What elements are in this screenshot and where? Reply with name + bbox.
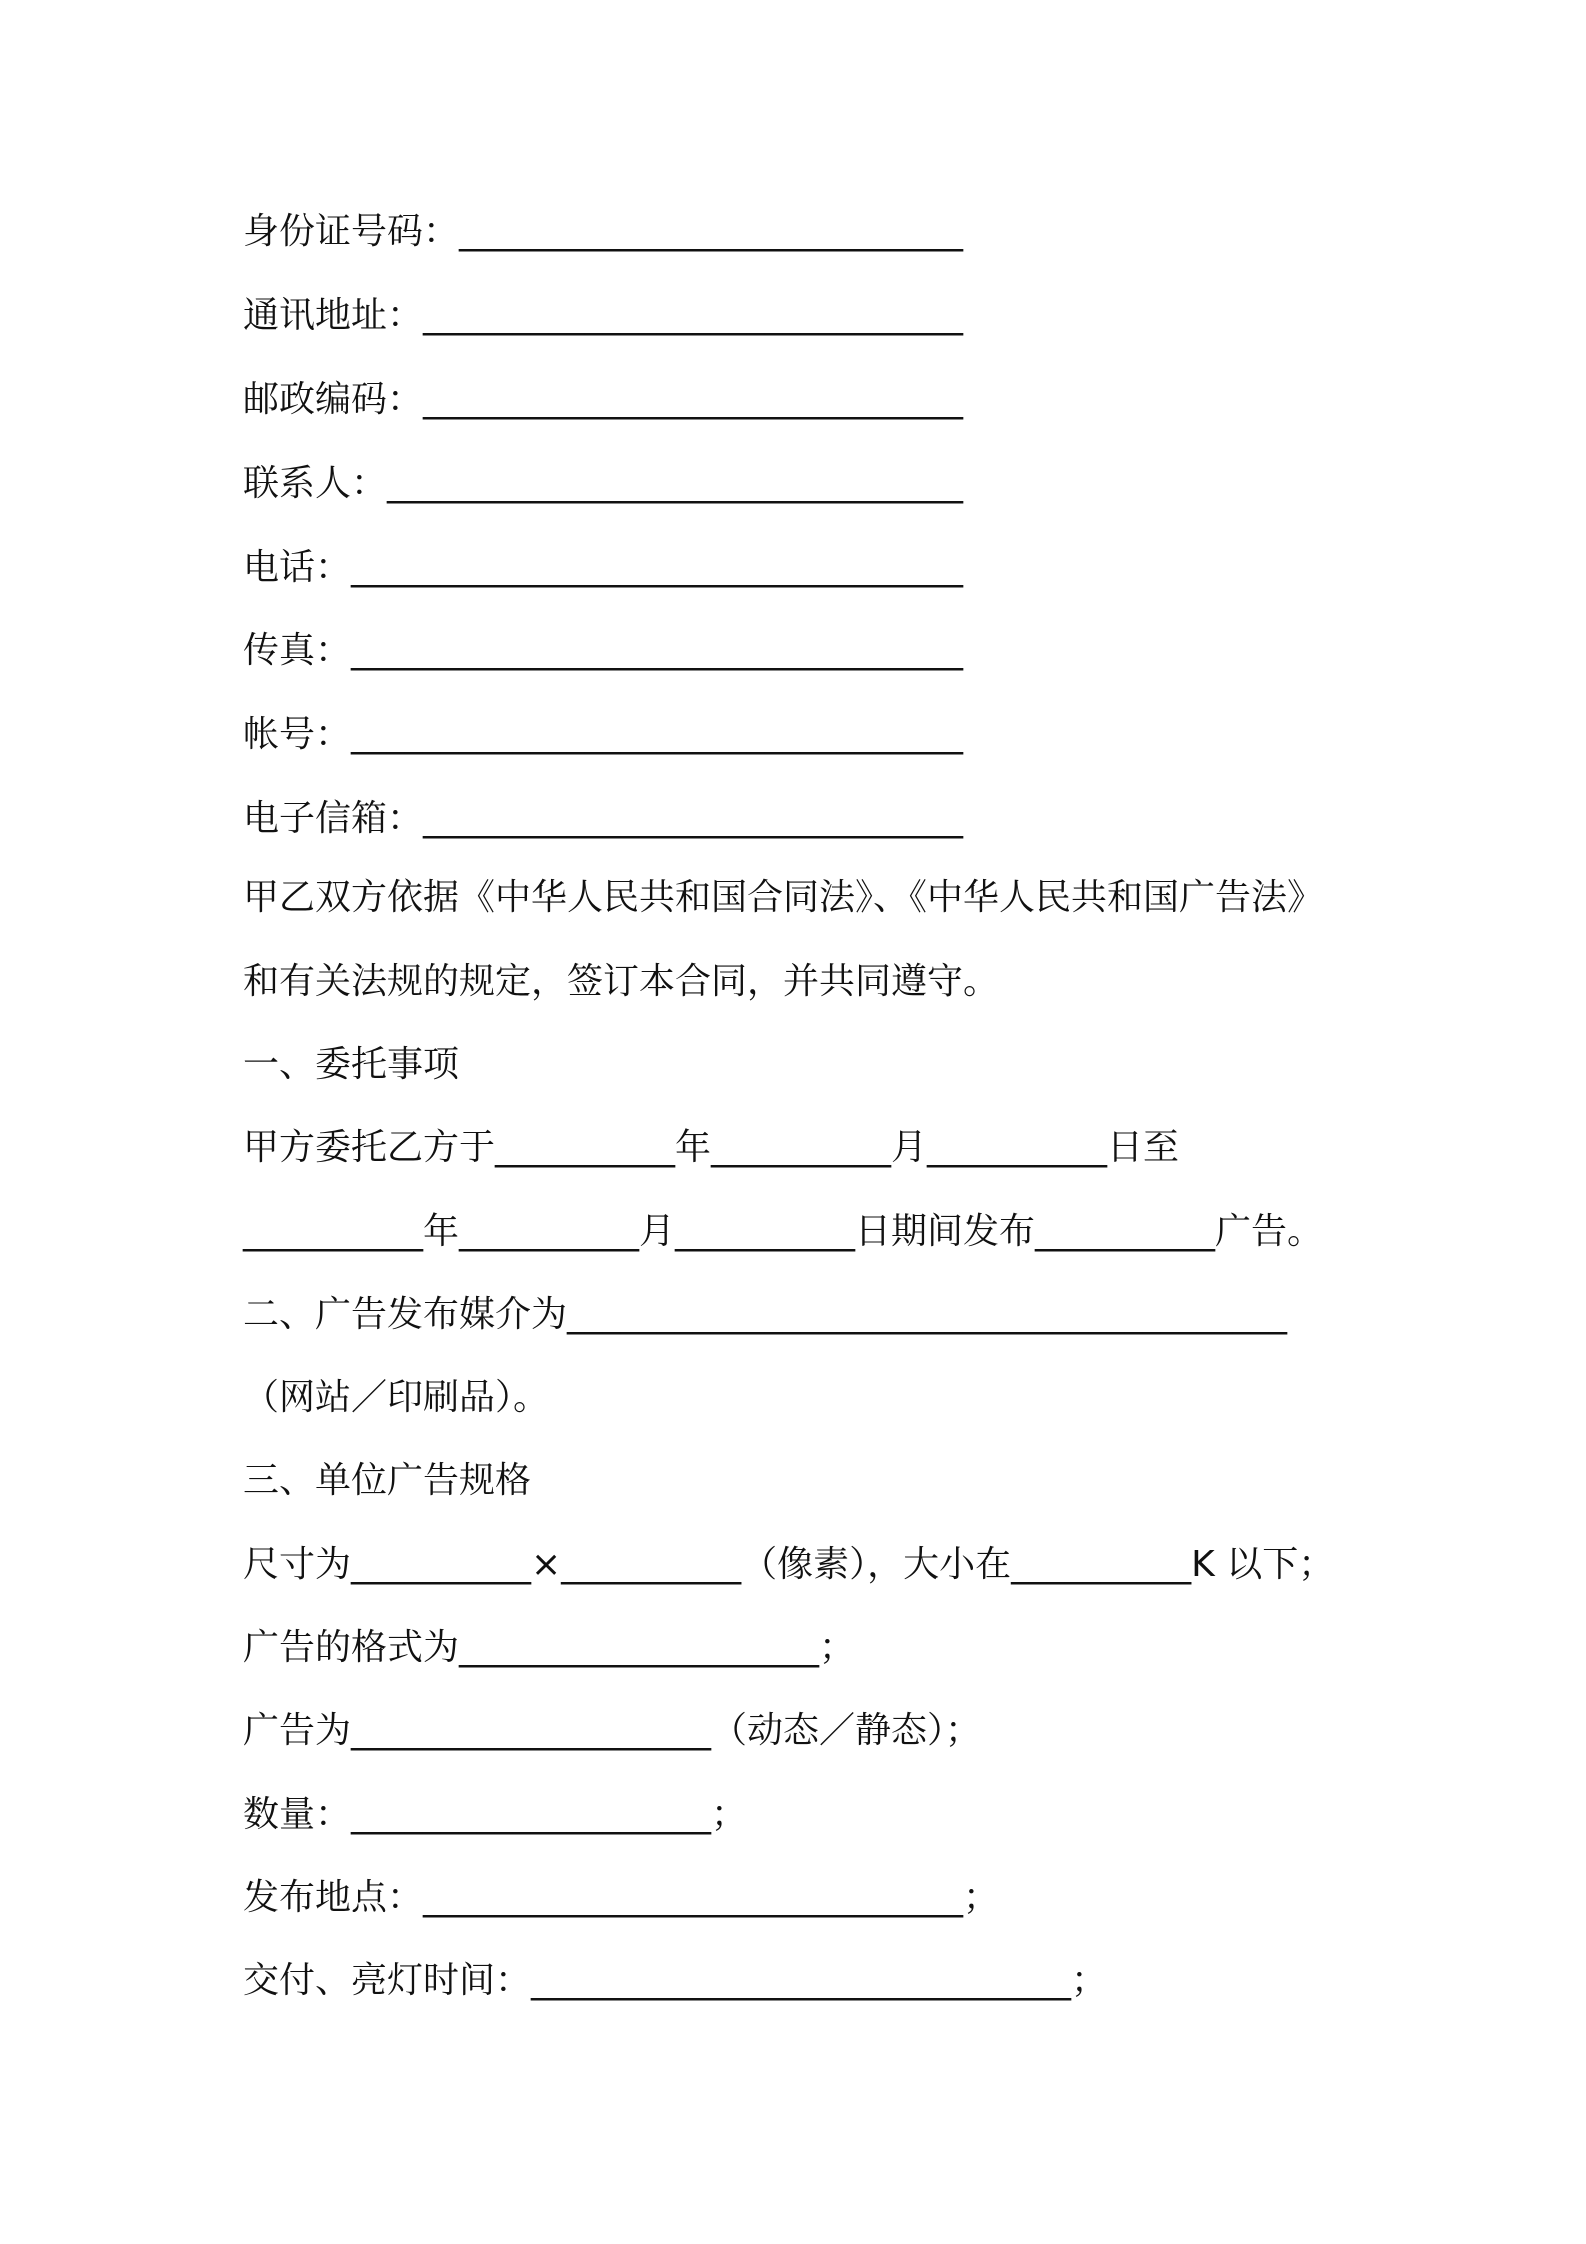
- format-spec-line: 广告的格式为____________________；: [243, 1627, 856, 1668]
- size-spec-line: 尺寸为__________×__________（像素），大小在__________K 以下；: [243, 1544, 1335, 1585]
- contact-person-field: 联系人：________________________________: [243, 463, 964, 504]
- section-1-heading: 一、委托事项: [243, 1044, 460, 1085]
- location-line: 发布地点：______________________________；: [243, 1877, 1000, 1918]
- postal-code-field: 邮政编码：______________________________: [243, 379, 964, 420]
- fax-field: 传真：__________________________________: [243, 630, 964, 671]
- quantity-line: 数量：____________________；: [243, 1794, 748, 1835]
- media-type-note: （网站／印刷品）。: [243, 1377, 550, 1418]
- email-field: 电子信箱：______________________________: [243, 798, 964, 839]
- animation-spec-line: 广告为____________________（动态／静态）；: [243, 1710, 982, 1751]
- delivery-time-line: 交付、亮灯时间：______________________________；: [243, 1960, 1108, 2001]
- id-number-field: 身份证号码：____________________________: [243, 211, 964, 252]
- preamble-line-1: 甲乙双方依据《中华人民共和国合同法》、《中华人民共和国广告法》: [243, 877, 1324, 918]
- commission-line-1: 甲方委托乙方于__________年__________月__________日至: [243, 1127, 1180, 1168]
- commission-line-2: __________年__________月__________日期间发布__________广告。: [243, 1211, 1324, 1252]
- phone-field: 电话：__________________________________: [243, 547, 964, 588]
- address-field: 通讯地址：______________________________: [243, 295, 964, 336]
- section-3-heading: 三、单位广告规格: [243, 1460, 532, 1501]
- section-2-heading: 二、广告发布媒介为________________________________________: [243, 1294, 1288, 1335]
- account-field: 帐号：__________________________________: [243, 714, 964, 755]
- preamble-line-2: 和有关法规的规定，签订本合同，并共同遵守。: [243, 961, 1000, 1002]
